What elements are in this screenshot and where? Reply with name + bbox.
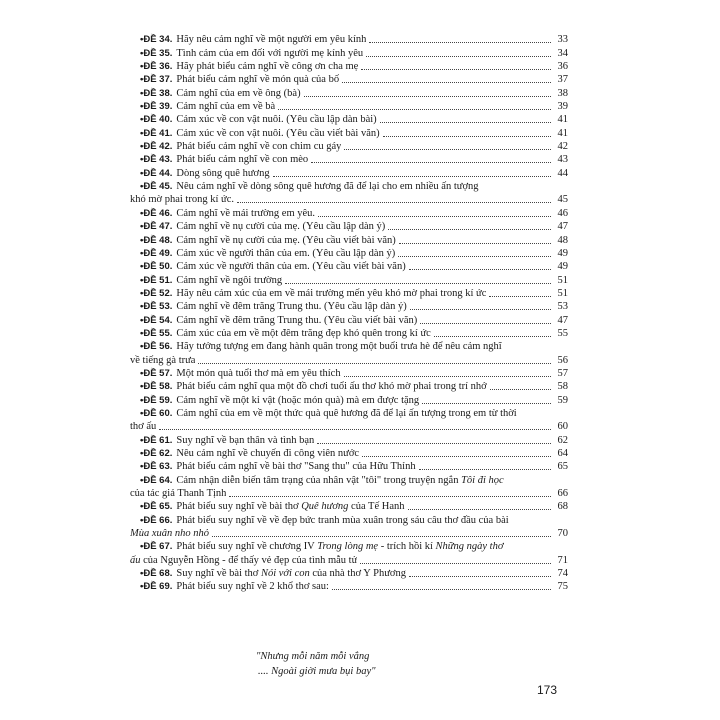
- toc-leader-dots: [490, 389, 551, 390]
- toc-title-text: Phát biểu cảm nghĩ qua một đồ chơi tuổi ấu thơ khó mờ phai trong trí nhớ: [176, 381, 487, 393]
- toc-leader-dots: [420, 323, 551, 324]
- toc-entry: [140, 260, 568, 273]
- toc-page-number: 56: [557, 354, 568, 366]
- toc-title-text: Cảm nhận diễn biến tâm trạng của nhân vật "tôi" trong truyện ngắn: [176, 474, 459, 486]
- toc-page-number: 62: [557, 434, 568, 446]
- toc-entry: [140, 153, 568, 166]
- toc-entry-title: [176, 381, 486, 393]
- toc-leader-dots: [383, 136, 551, 137]
- toc-bullet: •: [140, 434, 144, 446]
- toc-entry-title: [176, 221, 385, 233]
- toc-page-number: 44: [557, 167, 568, 179]
- toc-entry-number: ĐỀ 38.: [143, 87, 173, 99]
- toc-leader-dots: [409, 576, 551, 577]
- toc-leader-dots: [419, 469, 551, 470]
- toc-entry-continuation: [130, 487, 568, 500]
- toc-page-number: 57: [557, 367, 568, 379]
- toc-title-text: Cảm nghĩ của em về ông (bà): [176, 87, 301, 99]
- toc-entry-title: [176, 168, 269, 180]
- toc-title-italic: Tôi đi học: [461, 474, 504, 486]
- toc-entry: [140, 380, 568, 393]
- toc-entry-title: [176, 88, 300, 100]
- toc-entry: [140, 33, 568, 46]
- toc-leader-dots: [361, 69, 551, 70]
- poem-line-1: "Nhưng mỗi năm mỗi vắng: [256, 651, 370, 662]
- toc-page-number: 60: [557, 421, 568, 433]
- toc-entry-number: ĐỀ 58.: [143, 381, 173, 393]
- toc-entry: [140, 273, 568, 286]
- toc-bullet: •: [140, 501, 144, 513]
- poem-quote: [256, 649, 376, 679]
- toc-entry-number: ĐỀ 52.: [143, 287, 173, 299]
- toc-entry-title: [176, 288, 486, 300]
- toc-bullet: •: [140, 101, 144, 113]
- toc-bullet: •: [140, 381, 144, 393]
- toc-entry-number: ĐỀ 39.: [143, 101, 173, 113]
- toc-title-text: Nêu cảm nghĩ về dòng sông quê hương đã để lại cho em nhiều ấn tượng: [176, 181, 479, 193]
- toc-entry-title: [176, 568, 406, 580]
- toc-page-number: 46: [557, 207, 568, 219]
- toc-entry-title: [176, 541, 568, 553]
- toc-title2-italic: ấu: [130, 554, 141, 566]
- toc-title-text: Phát biểu suy nghĩ về 2 khổ thơ sau:: [176, 581, 329, 593]
- toc-title-text: Phát biểu suy nghĩ về chương IV: [176, 541, 315, 553]
- toc-entry: [140, 180, 568, 193]
- toc-entry-title: [176, 315, 417, 327]
- toc-bullet: •: [140, 541, 144, 553]
- toc-title-text: Cảm xúc về người thân của em. (Yêu cầu lập dàn ý): [176, 247, 396, 259]
- toc-title-italic-2: Những ngày thơ: [435, 541, 504, 553]
- toc-leader-dots: [229, 496, 551, 497]
- toc-entry-number: ĐỀ 56.: [143, 341, 173, 353]
- toc-bullet: •: [140, 221, 144, 233]
- toc-leader-dots: [360, 563, 551, 564]
- toc-entry-title: [176, 141, 341, 153]
- toc-entry-number: ĐỀ 59.: [143, 394, 173, 406]
- toc-entry-number: ĐỀ 35.: [143, 47, 173, 59]
- toc-bullet: •: [140, 47, 144, 59]
- toc-entry-title: [176, 448, 359, 460]
- toc-leader-dots: [366, 56, 551, 57]
- toc-title2-italic: Mùa xuân nho nhỏ: [130, 528, 210, 540]
- toc-title2-text: của tác giả Thanh Tịnh: [130, 488, 227, 500]
- toc-title-text: Suy nghĩ về bài thơ: [176, 568, 259, 580]
- toc-entry-title: [176, 128, 379, 140]
- toc-bullet: •: [140, 514, 144, 526]
- toc-entry: [140, 166, 568, 179]
- toc-page-number: 55: [557, 327, 568, 339]
- toc-leader-dots: [380, 122, 551, 123]
- toc-title-after: - trích hồi kí: [380, 541, 433, 553]
- toc-title-italic: Quê hương: [301, 501, 349, 513]
- toc-entry-continuation: [130, 193, 568, 206]
- toc-leader-dots: [317, 443, 551, 444]
- toc-entry-title: [176, 581, 329, 593]
- toc-bullet: •: [140, 367, 144, 379]
- toc-bullet: •: [140, 207, 144, 219]
- toc-bullet: •: [140, 461, 144, 473]
- toc-entry-number: ĐỀ 37.: [143, 74, 173, 86]
- toc-entry-number: ĐỀ 66.: [143, 514, 173, 526]
- toc-entry-number: ĐỀ 50.: [143, 261, 173, 273]
- toc-title-text: Hãy nêu cảm xúc của em về mái trường mến yêu khó mờ phai trong kí ức: [176, 287, 487, 299]
- toc-page-number: 51: [557, 274, 568, 286]
- toc-title-text: Cảm nghĩ về đêm trăng Trung thu. (Yêu cầu lập dàn ý): [176, 301, 407, 313]
- toc-entry-title: [176, 341, 568, 353]
- toc-bullet: •: [140, 154, 144, 166]
- toc-entry: [140, 113, 568, 126]
- toc-entry-number: ĐỀ 48.: [143, 234, 173, 246]
- toc-bullet: •: [140, 301, 144, 313]
- toc-title-text: Cảm xúc về người thân của em. (Yêu cầu viết bài văn): [176, 261, 406, 273]
- toc-leader-dots: [304, 96, 551, 97]
- toc-page-number: 41: [557, 127, 568, 139]
- toc-entry-title: [176, 48, 363, 60]
- toc-leader-dots: [273, 176, 551, 177]
- toc-title-text: Phát biểu cảm nghĩ về bài thơ "Sang thu" của Hữu Thỉnh: [176, 461, 416, 473]
- toc-entry-number: ĐỀ 34.: [143, 34, 173, 46]
- toc-entry-number: ĐỀ 41.: [143, 127, 173, 139]
- toc-page-number: 39: [557, 101, 568, 113]
- toc-entry: [140, 327, 568, 340]
- toc-entry-number: ĐỀ 46.: [143, 207, 173, 219]
- toc-entry: [140, 513, 568, 526]
- toc-entry-title: [176, 328, 430, 340]
- toc-page-number: 65: [557, 461, 568, 473]
- toc-bullet: •: [140, 87, 144, 99]
- toc-leader-dots: [408, 509, 552, 510]
- toc-entry-number: ĐỀ 43.: [143, 154, 173, 166]
- toc-bullet: •: [140, 114, 144, 126]
- toc-title-text: Phát biểu suy nghĩ về về đẹp bức tranh mùa xuân trong sáu câu thơ đầu của bài: [176, 514, 509, 526]
- toc-leader-dots: [342, 82, 551, 83]
- toc-entry-title-cont: [130, 421, 156, 433]
- toc-page-number: 47: [557, 221, 568, 233]
- toc-entry-title: [176, 101, 275, 113]
- toc-entry-title: [176, 34, 366, 46]
- table-of-contents: [130, 33, 568, 593]
- toc-entry-title-cont: [130, 194, 234, 206]
- toc-bullet: •: [140, 327, 144, 339]
- toc-leader-dots: [237, 202, 551, 203]
- toc-entry-title: [176, 408, 568, 420]
- toc-page-number: 42: [557, 141, 568, 153]
- toc-entry: [140, 60, 568, 73]
- toc-entry: [140, 313, 568, 326]
- page-number: 173: [537, 683, 558, 697]
- toc-entry-number: ĐỀ 67.: [143, 541, 173, 553]
- toc-page-number: 51: [557, 287, 568, 299]
- toc-entry: [140, 86, 568, 99]
- toc-bullet: •: [140, 247, 144, 259]
- toc-leader-dots: [362, 456, 551, 457]
- toc-leader-dots: [399, 243, 551, 244]
- toc-entry-number: ĐỀ 51.: [143, 274, 173, 286]
- toc-bullet: •: [140, 474, 144, 486]
- toc-page-number: 58: [557, 381, 568, 393]
- toc-bullet: •: [140, 581, 144, 593]
- toc-entry-title: [176, 395, 419, 407]
- toc-entry-number: ĐỀ 57.: [143, 367, 173, 379]
- toc-entry-title: [176, 61, 358, 73]
- toc-title-after: của Tế Hanh: [351, 501, 405, 513]
- toc-title-text: Cảm nghĩ về đêm trăng Trung thu. (Yêu cầu viết bài văn): [176, 314, 418, 326]
- toc-entry: [140, 247, 568, 260]
- toc-title-italic: Nói với con: [260, 568, 310, 580]
- toc-page-number: 53: [557, 301, 568, 313]
- toc-entry-title: [176, 475, 568, 487]
- toc-title-text: Cảm nghĩ của em về một thức quà quê hương đã để lại ấn tượng trong em từ thời: [176, 407, 517, 419]
- toc-leader-dots: [422, 403, 551, 404]
- toc-leader-dots: [344, 149, 551, 150]
- toc-leader-dots: [398, 256, 551, 257]
- toc-title-text: Phát biểu cảm nghĩ về món quà của bố: [176, 74, 340, 86]
- toc-bullet: •: [140, 234, 144, 246]
- toc-title-text: Cảm nghĩ về nụ cười của mẹ. (Yêu cầu lập dàn ý): [176, 221, 386, 233]
- toc-title-text: Hãy tưởng tượng em đang hành quân trong một buổi trưa hè để nêu cảm nghĩ: [176, 341, 502, 353]
- toc-page-number: 70: [557, 528, 568, 540]
- toc-title-text: Cảm nghĩ về ngôi trường: [176, 274, 283, 286]
- toc-leader-dots: [198, 363, 551, 364]
- toc-entry: [140, 473, 568, 486]
- toc-title-text: Nêu cảm nghĩ về chuyến đi công viên nước: [176, 448, 360, 459]
- toc-title2-text: của Nguyễn Hồng - để thấy vẻ đẹp của tình mẫu tử: [143, 554, 358, 566]
- toc-bullet: •: [140, 394, 144, 406]
- toc-title-after: của nhà thơ Y Phương: [312, 568, 406, 580]
- toc-entry: [140, 73, 568, 86]
- toc-entry-number: ĐỀ 36.: [143, 61, 173, 73]
- toc-leader-dots: [344, 376, 551, 377]
- toc-bullet: •: [140, 274, 144, 286]
- toc-entry-title: [176, 181, 568, 193]
- toc-entry-number: ĐỀ 47.: [143, 221, 173, 233]
- toc-title-text: Cảm xúc về con vật nuôi. (Yêu cầu lập dàn bài): [176, 114, 377, 126]
- toc-title-text: Cảm nghĩ về nụ cười của mẹ. (Yêu cầu viết bài văn): [176, 234, 396, 246]
- toc-entry-title: [176, 275, 282, 287]
- toc-entry-number: ĐỀ 64.: [143, 474, 173, 486]
- toc-entry-title-cont: [130, 488, 226, 500]
- toc-page-number: 33: [557, 34, 568, 46]
- toc-page-number: 74: [557, 568, 568, 580]
- toc-bullet: •: [140, 287, 144, 299]
- toc-title-text: Tình cảm của em đối với người mẹ kính yêu: [176, 47, 364, 59]
- toc-page-number: 59: [557, 394, 568, 406]
- toc-entry-number: ĐỀ 68.: [143, 568, 173, 580]
- toc-entry: [140, 433, 568, 446]
- toc-entry-continuation: [130, 420, 568, 433]
- toc-leader-dots: [332, 589, 551, 590]
- toc-entry: [140, 126, 568, 139]
- toc-entry: [140, 140, 568, 153]
- toc-title2-text: về tiếng gà trưa: [130, 354, 196, 366]
- toc-bullet: •: [140, 34, 144, 46]
- toc-entry-title: [176, 461, 415, 473]
- toc-page-number: 75: [557, 581, 568, 593]
- toc-page-number: 37: [557, 74, 568, 86]
- toc-leader-dots: [388, 229, 551, 230]
- toc-entry: [140, 300, 568, 313]
- toc-page-number: 66: [557, 488, 568, 500]
- toc-title-italic: Trong lòng mẹ: [317, 541, 379, 553]
- toc-entry-number: ĐỀ 63.: [143, 461, 173, 473]
- toc-bullet: •: [140, 61, 144, 73]
- toc-page-number: 36: [557, 61, 568, 73]
- toc-title-text: Phát biểu cảm nghĩ về con chim cu gáy: [176, 141, 342, 153]
- toc-entry: [140, 567, 568, 580]
- toc-leader-dots: [285, 283, 551, 284]
- toc-page-number: 68: [557, 501, 568, 513]
- toc-entry: [140, 287, 568, 300]
- toc-page-number: 64: [557, 448, 568, 459]
- toc-bullet: •: [140, 261, 144, 273]
- toc-page-number: 43: [557, 154, 568, 166]
- toc-title-text: Dòng sông quê hương: [176, 167, 270, 179]
- toc-leader-dots: [311, 162, 551, 163]
- toc-title2-text: thơ ấu: [130, 421, 157, 433]
- toc-bullet: •: [140, 127, 144, 139]
- toc-bullet: •: [140, 568, 144, 580]
- toc-entry-title: [176, 74, 339, 86]
- toc-leader-dots: [434, 336, 551, 337]
- toc-leader-dots: [159, 429, 551, 430]
- toc-title-text: Cảm nghĩ về mái trường em yêu.: [176, 207, 316, 219]
- toc-entry-title: [176, 368, 340, 380]
- toc-entry: [140, 540, 568, 553]
- toc-bullet: •: [140, 141, 144, 153]
- toc-entry-number: ĐỀ 54.: [143, 314, 173, 326]
- toc-title-text: Suy nghĩ về bạn thân và tình bạn: [176, 434, 315, 446]
- poem-line-2: .... Ngoài giời mưa bụi bay": [258, 666, 376, 677]
- toc-entry-number: ĐỀ 40.: [143, 114, 173, 126]
- toc-leader-dots: [278, 109, 551, 110]
- toc-title-text: Cảm nghĩ của em về bà: [176, 101, 276, 113]
- toc-entry-number: ĐỀ 60.: [143, 407, 173, 419]
- toc-leader-dots: [369, 42, 551, 43]
- toc-entry: [140, 460, 568, 473]
- toc-title-text: Hãy phát biểu cảm nghĩ về công ơn cha mẹ: [176, 61, 359, 73]
- toc-entry-number: ĐỀ 65.: [143, 501, 173, 513]
- toc-entry: [140, 500, 568, 513]
- toc-leader-dots: [212, 536, 551, 537]
- toc-entry: [140, 580, 568, 593]
- toc-page-number: 49: [557, 261, 568, 273]
- toc-entry: [140, 100, 568, 113]
- toc-entry-number: ĐỀ 62.: [143, 448, 173, 459]
- toc-title-text: Hãy nêu cảm nghĩ về một người em yêu kính: [176, 34, 367, 46]
- toc-entry-continuation: [130, 353, 568, 366]
- toc-title-text: Phát biểu suy nghĩ về bài thơ: [176, 501, 299, 513]
- toc-bullet: •: [140, 181, 144, 193]
- toc-entry-continuation: [130, 527, 568, 540]
- toc-title-text: Cảm xúc của em về một đêm trăng đẹp khó quên trong kí ức: [176, 327, 431, 339]
- toc-entry-number: ĐỀ 69.: [143, 581, 173, 593]
- toc-entry: [140, 367, 568, 380]
- toc-entry-title-cont: [130, 555, 357, 567]
- toc-entry-title: [176, 261, 405, 273]
- toc-leader-dots: [318, 216, 551, 217]
- toc-page-number: 71: [557, 554, 568, 566]
- toc-entry: [140, 393, 568, 406]
- toc-entry-title: [176, 435, 314, 447]
- toc-bullet: •: [140, 407, 144, 419]
- toc-title-text: Phát biểu cảm nghĩ về con mèo: [176, 154, 309, 166]
- toc-entry-title-cont: [130, 528, 209, 540]
- toc-leader-dots: [489, 296, 551, 297]
- toc-entry-number: ĐỀ 42.: [143, 141, 173, 153]
- toc-page-number: 38: [557, 87, 568, 99]
- toc-title-text: Cảm xúc về con vật nuôi. (Yêu cầu viết bài văn): [176, 127, 380, 139]
- toc-entry-title: [176, 208, 315, 220]
- toc-entry: [140, 46, 568, 59]
- toc-entry-number: ĐỀ 44.: [143, 167, 173, 179]
- toc-entry: [140, 340, 568, 353]
- toc-page-number: 48: [557, 234, 568, 246]
- toc-entry-title: [176, 114, 376, 126]
- toc-entry-title-cont: [130, 355, 195, 367]
- toc-entry-number: ĐỀ 55.: [143, 327, 173, 339]
- toc-title-text: Cảm nghĩ về một kỉ vật (hoặc món quà) mà em được tặng: [176, 394, 420, 406]
- toc-entry-title: [176, 248, 395, 260]
- toc-entry-title: [176, 301, 406, 313]
- toc-page-number: 49: [557, 247, 568, 259]
- toc-entry: [140, 206, 568, 219]
- toc-leader-dots: [410, 309, 551, 310]
- toc-bullet: •: [140, 341, 144, 353]
- toc-bullet: •: [140, 448, 144, 459]
- toc-bullet: •: [140, 314, 144, 326]
- toc-entry-continuation: [130, 553, 568, 566]
- toc-entry-title: [176, 501, 404, 513]
- toc-entry-number: ĐỀ 45.: [143, 181, 173, 193]
- toc-entry-number: ĐỀ 53.: [143, 301, 173, 313]
- toc-title-text: Một món quà tuổi thơ mà em yêu thích: [176, 367, 341, 379]
- toc-bullet: •: [140, 74, 144, 86]
- toc-entry-number: ĐỀ 61.: [143, 434, 173, 446]
- toc-entry-title: [176, 515, 568, 527]
- toc-entry: [140, 220, 568, 233]
- toc-entry-title: [176, 235, 395, 247]
- toc-entry: [140, 407, 568, 420]
- toc-page-number: 47: [557, 314, 568, 326]
- toc-bullet: •: [140, 167, 144, 179]
- toc-entry: [140, 233, 568, 246]
- toc-leader-dots: [409, 269, 551, 270]
- toc-entry-number: ĐỀ 49.: [143, 247, 173, 259]
- toc-entry-title: [176, 154, 308, 166]
- toc-entry: [140, 447, 568, 460]
- toc-page-number: 45: [557, 194, 568, 206]
- toc-page-number: 41: [557, 114, 568, 126]
- toc-title2-text: khó mờ phai trong kí ức.: [130, 194, 234, 206]
- toc-page-number: 34: [557, 47, 568, 59]
